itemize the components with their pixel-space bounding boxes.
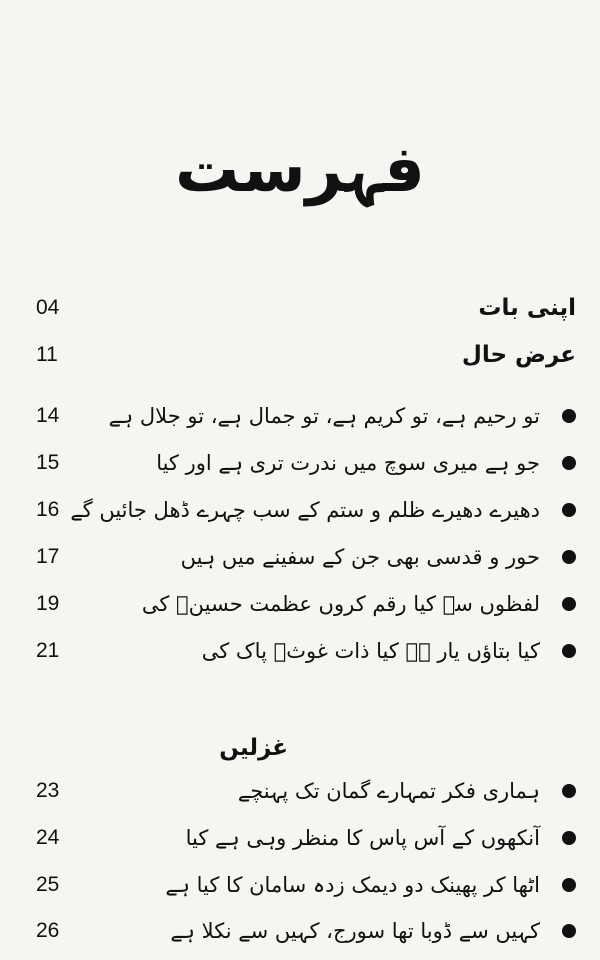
entry-title: آنکھوں کے آس پاس کا منظر وہی ہے کیا [185,826,540,850]
page-number: 04 [36,296,60,319]
entry-title: کہیں سے ڈوبا تھا سورج، کہیں سے نکلا ہے [170,919,540,943]
entry-title: لفظوں سے کیا رقم کروں عظمت حسینؓ کی [141,592,540,616]
bullet-icon [562,878,576,892]
entry-title: ہماری فکر تمہارے گمان تک پہنچے [237,779,540,803]
toc-entry [36,396,576,436]
page-number: 23 [36,779,60,802]
page-number: 19 [36,592,60,615]
toc-entry [36,490,576,530]
toc-entry [36,865,576,905]
entry-title: اپنی بات [478,295,576,321]
entry-title: دھیرے دھیرے ظلم و ستم کے سب چہرے ڈھل جائیں گے [70,498,540,522]
toc-entry [36,335,576,375]
page-number: 21 [36,639,60,662]
page-number: 24 [36,826,60,849]
toc-title: فہرست [175,133,425,207]
entry-title: حور و قدسی بھی جن کے سفینے میں ہیں [180,545,540,569]
bullet-icon [562,503,576,517]
page-number: 25 [36,873,60,896]
page-number: 26 [36,919,60,942]
bullet-icon [562,644,576,658]
entry-title: جو ہے میری سوچ میں ندرت تری ہے اور کیا [156,451,540,475]
page-number: 14 [36,404,60,427]
bullet-icon [562,924,576,938]
toc-entry [36,818,576,858]
toc-entry [36,584,576,624]
toc-entry [36,631,576,671]
entry-title: کیا بتاؤں یار ہے کیا ذات غوثؒ پاک کی [201,639,540,663]
entry-title: عرض حال [461,342,576,368]
page-number: 11 [36,343,58,366]
page-number: 16 [36,498,60,521]
page-number: 15 [36,451,60,474]
bullet-icon [562,409,576,423]
entry-title: تو رحیم ہے، تو کریم ہے، تو جمال ہے، تو جلال ہے [108,404,540,428]
section-heading: غزلیں [219,735,288,761]
bullet-icon [562,456,576,470]
bullet-icon [562,784,576,798]
page-number: 17 [36,545,60,568]
bullet-icon [562,831,576,845]
toc-entry [36,771,576,811]
toc-entry [36,443,576,483]
entry-title: اٹھا کر پھینک دو دیمک زدہ سامان کا کیا ہے [165,873,540,897]
toc-entry [36,537,576,577]
bullet-icon [562,550,576,564]
bullet-icon [562,597,576,611]
toc-entry [36,911,576,951]
toc-entry [36,288,576,328]
